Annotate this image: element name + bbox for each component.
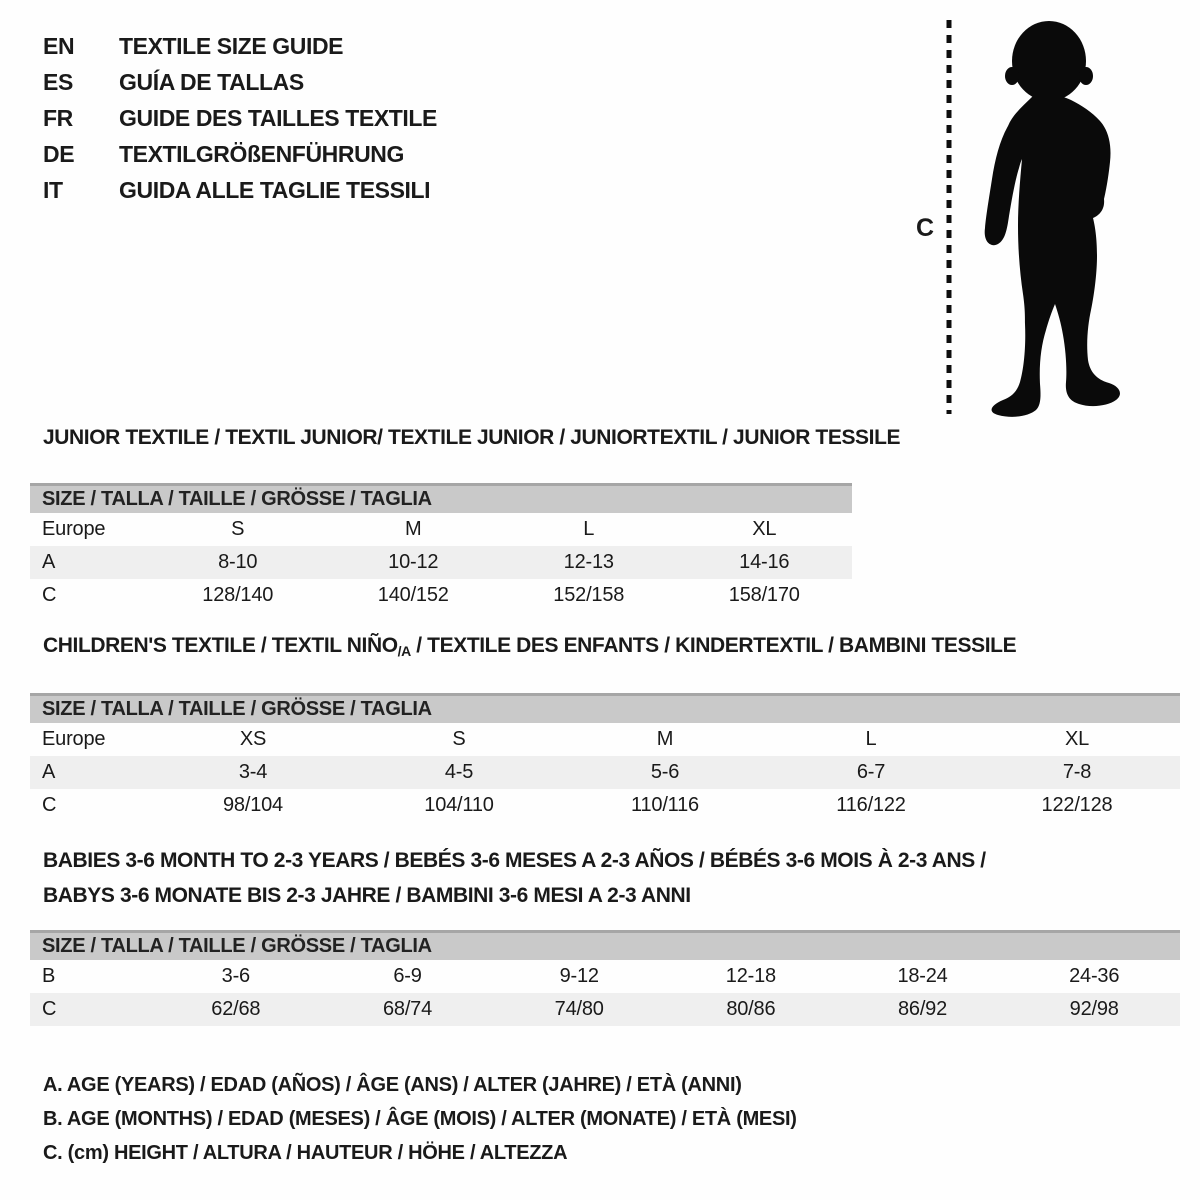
row-label: C — [42, 584, 57, 606]
size-cell: S — [452, 728, 466, 750]
height-cell: 62/68 — [211, 998, 261, 1020]
table-row-age — [30, 756, 1180, 789]
toddler-silhouette-icon — [935, 12, 1147, 424]
height-cell: 68/74 — [382, 998, 433, 1020]
height-cell: 158/170 — [728, 584, 800, 606]
age-cell: 18-24 — [897, 965, 948, 987]
language-title-list — [43, 28, 437, 208]
age-cell: 3-6 — [221, 965, 250, 987]
age-cell: 7-8 — [1062, 761, 1092, 783]
table-row-age — [30, 546, 852, 579]
size-cell: L — [583, 518, 595, 540]
height-cell: 128/140 — [202, 584, 274, 606]
row-label: Europe — [42, 728, 106, 750]
babies-title-line1: BABIES 3-6 MONTH TO 2-3 YEARS / BEBÉS 3-6 MESES A 2-3 AÑOS / BÉBÉS 3-6 MOIS À 2-3 ANS / — [43, 849, 986, 872]
size-cell: S — [231, 518, 245, 540]
height-measure-label: C — [915, 214, 935, 242]
height-cell: 152/158 — [553, 584, 625, 606]
babies-title-line2: BABYS 3-6 MONATE BIS 2-3 JAHRE / BAMBINI 3-6 MESI A 2-3 ANNI — [43, 884, 691, 907]
table-row-height — [30, 993, 1180, 1026]
row-label: Europe — [42, 518, 106, 540]
age-cell: 3-4 — [238, 761, 268, 783]
size-cell: XL — [1064, 728, 1090, 750]
table-row-europe — [30, 723, 1180, 756]
children-title-subscript: /A — [397, 643, 411, 659]
height-cell: 140/152 — [377, 584, 449, 606]
row-label: A — [42, 761, 56, 783]
size-cell: M — [656, 728, 674, 750]
children-title-part1: CHILDREN'S TEXTILE / TEXTIL NIÑO — [43, 634, 398, 657]
language-title: GUIDE DES TAILLES TEXTILE — [119, 105, 437, 131]
language-row-es — [43, 64, 437, 100]
language-row-en — [43, 28, 437, 64]
language-code: IT — [43, 177, 63, 203]
legend-line-b: B. AGE (MONTHS) / EDAD (MESES) / ÂGE (MOIS) / ALTER (MONATE) / ETÀ (MESI) — [43, 1108, 797, 1130]
height-cell: 122/128 — [1041, 794, 1113, 816]
age-cell: 4-5 — [444, 761, 474, 783]
age-cell: 12-18 — [725, 965, 776, 987]
legend-line-a: A. AGE (YEARS) / EDAD (AÑOS) / ÂGE (ANS) / ALTER (JAHRE) / ETÀ (ANNI) — [43, 1074, 742, 1096]
size-cell: L — [865, 728, 877, 750]
toddler-silhouette-shape — [985, 21, 1120, 417]
language-code: DE — [43, 141, 75, 167]
age-cell: 6-9 — [393, 965, 422, 987]
age-cell: 9-12 — [559, 965, 599, 987]
language-row-fr — [43, 100, 437, 136]
row-label: C — [42, 794, 57, 816]
language-title: TEXTILGRÖßENFÜHRUNG — [119, 141, 404, 167]
babies-section-title — [43, 843, 986, 913]
children-title-part2: / TEXTILE DES ENFANTS / KINDERTEXTIL / BAMBINI TESSILE — [410, 634, 1017, 657]
table-row-age-months — [30, 960, 1180, 993]
age-cell: 8-10 — [218, 551, 258, 573]
junior-size-table — [30, 483, 852, 612]
children-size-table — [30, 693, 1180, 822]
age-cell: 6-7 — [856, 761, 886, 783]
row-label: A — [42, 551, 56, 573]
height-cell: 110/116 — [631, 794, 699, 816]
age-cell: 5-6 — [650, 761, 680, 783]
height-cell: 92/98 — [1069, 998, 1119, 1020]
language-row-de — [43, 136, 437, 172]
size-header-bar: SIZE / TALLA / TAILLE / GRÖSSE / TAGLIA — [30, 930, 1180, 960]
row-label: C — [42, 998, 57, 1020]
height-cell: 74/80 — [554, 998, 604, 1020]
height-cell: 86/92 — [897, 998, 948, 1020]
language-title: GUÍA DE TALLAS — [119, 69, 304, 95]
language-code: ES — [43, 69, 73, 95]
language-row-it — [43, 172, 437, 208]
height-cell: 104/110 — [424, 794, 494, 816]
size-cell: M — [405, 518, 422, 540]
language-code: EN — [43, 33, 75, 59]
language-code: FR — [43, 105, 73, 131]
babies-size-table — [30, 930, 1180, 1026]
legend-line-c: C. (cm) HEIGHT / ALTURA / HAUTEUR / HÖHE / ALTEZZA — [43, 1142, 568, 1164]
measurement-legend — [43, 1068, 797, 1170]
size-header-bar: SIZE / TALLA / TAILLE / GRÖSSE / TAGLIA — [30, 483, 852, 513]
language-title: GUIDA ALLE TAGLIE TESSILI — [119, 177, 431, 203]
row-label: B — [42, 965, 56, 987]
height-cell: 98/104 — [223, 794, 283, 816]
table-row-height — [30, 789, 1180, 822]
age-cell: 10-12 — [388, 551, 439, 573]
size-cell: XS — [239, 728, 267, 750]
height-cell: 80/86 — [726, 998, 776, 1020]
age-cell: 24-36 — [1069, 965, 1120, 987]
children-section-title — [43, 634, 1016, 659]
table-row-height — [30, 579, 852, 612]
language-title: TEXTILE SIZE GUIDE — [119, 33, 344, 59]
size-cell: XL — [752, 518, 777, 540]
size-header-bar: SIZE / TALLA / TAILLE / GRÖSSE / TAGLIA — [30, 693, 1180, 723]
age-cell: 14-16 — [739, 551, 790, 573]
height-cell: 116/122 — [836, 794, 906, 816]
junior-section-title: JUNIOR TEXTILE / TEXTIL JUNIOR/ TEXTILE JUNIOR / JUNIORTEXTIL / JUNIOR TESSILE — [43, 426, 901, 449]
age-cell: 12-13 — [563, 551, 614, 573]
table-row-europe — [30, 513, 852, 546]
